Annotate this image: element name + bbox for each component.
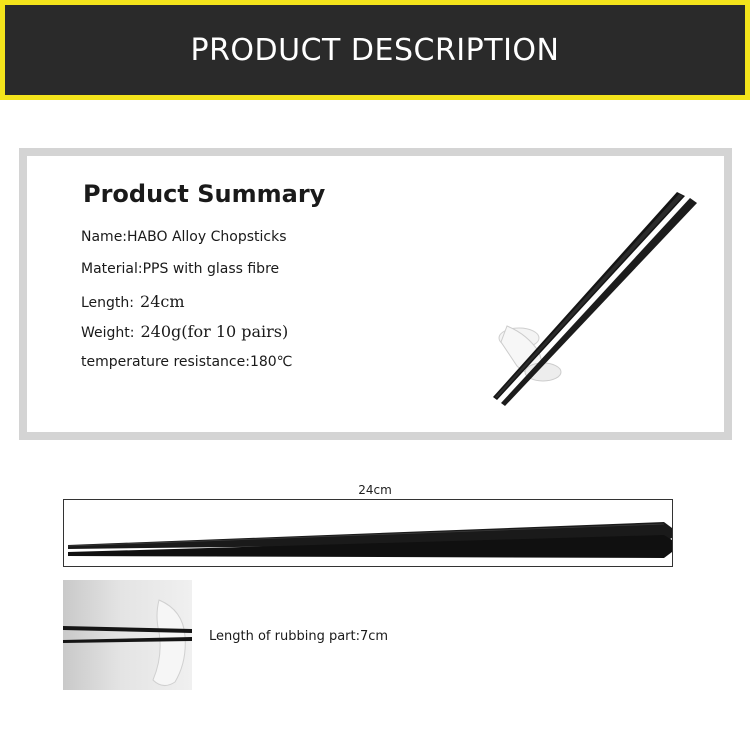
spec-length [81,292,185,311]
rubbing-part-label: Length of rubbing part:7cm [209,629,389,644]
spec-weight [81,322,288,341]
spec-length-label: Length: [81,295,135,311]
chopstick-tip-closeup [63,580,192,690]
spec-name: Name:HABO Alloy Chopsticks [81,229,287,245]
header-banner [0,0,750,100]
spec-length-value: 24cm [140,292,185,311]
spec-weight-value: 240g(for 10 pairs) [140,322,289,341]
chopsticks-on-rest-image [447,176,717,426]
product-summary-card [19,148,732,440]
header-bar [5,5,745,95]
chopsticks-side-view [64,500,674,568]
spec-material: Material:PPS with glass fibre [81,261,280,277]
spec-temperature: temperature resistance:180℃ [81,354,293,370]
spec-weight-label: Weight: [81,325,135,341]
dimension-label: 24cm [358,483,392,497]
chopsticks-length-image [63,499,673,567]
rest-closeup [153,600,185,686]
chopsticks [493,192,697,406]
rubbing-part-image [63,580,192,690]
page-title: PRODUCT DESCRIPTION [190,32,560,68]
summary-title: Product Summary [83,180,326,208]
